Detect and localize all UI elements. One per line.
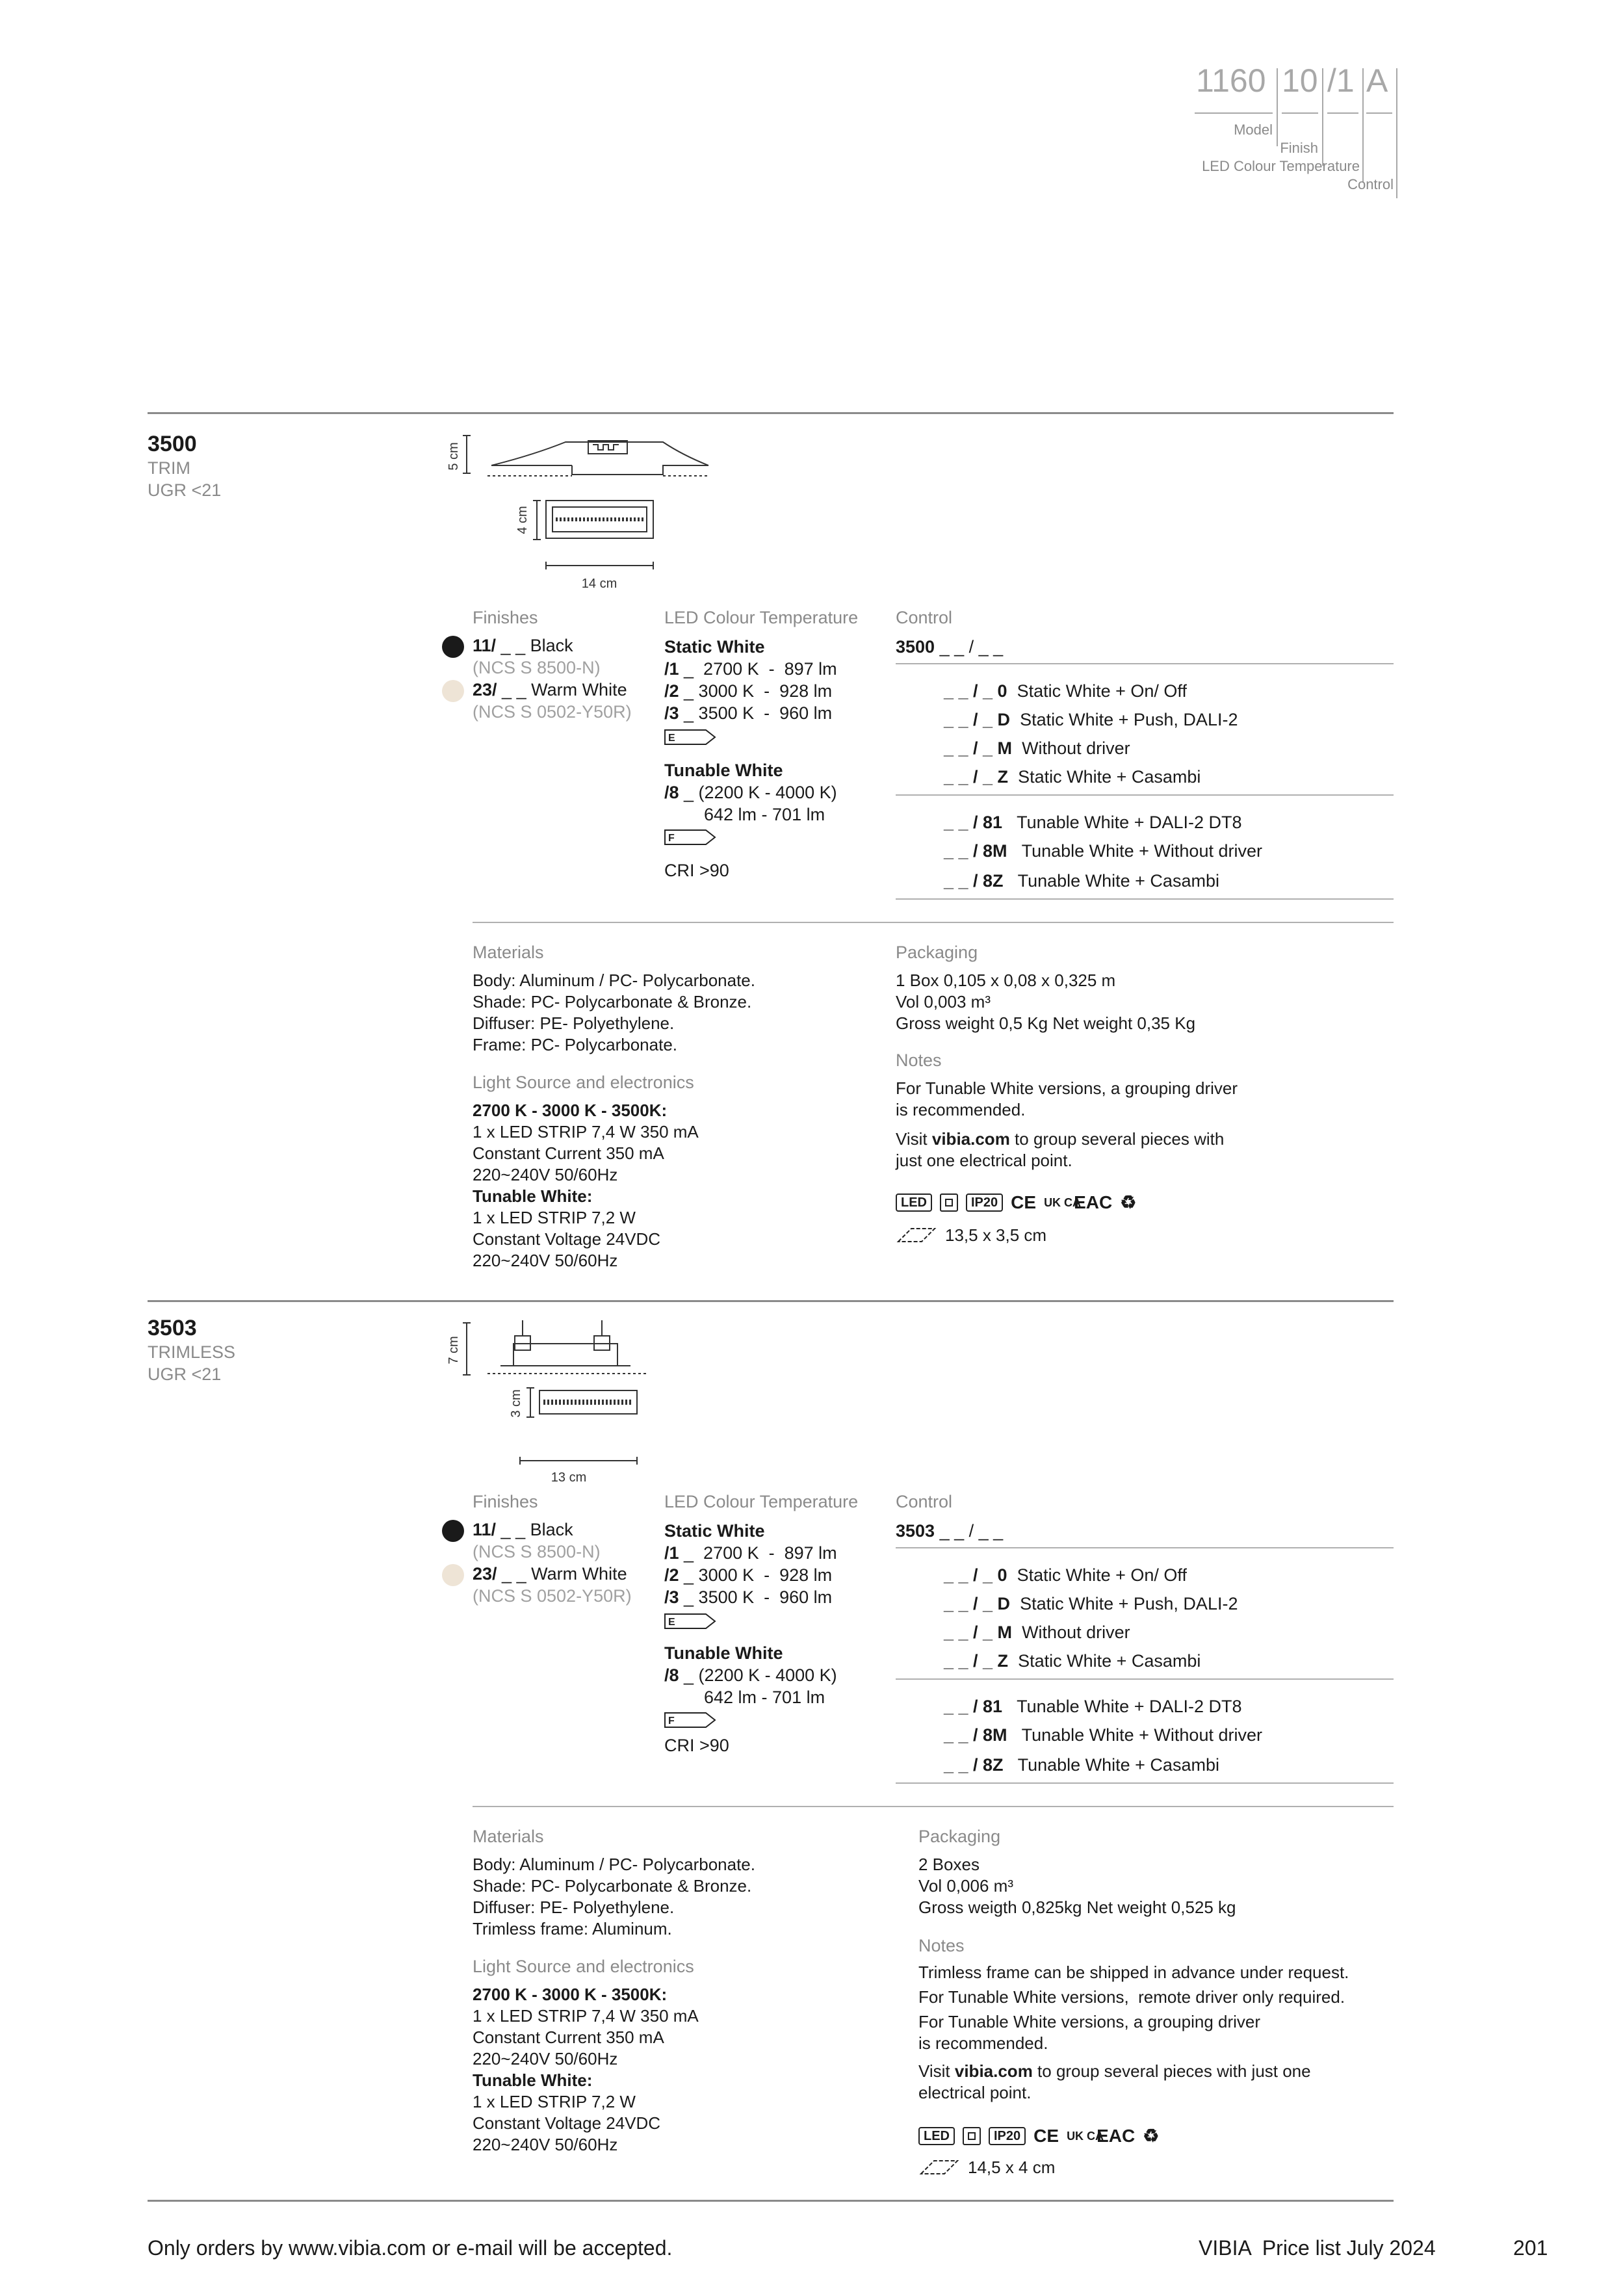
svg-text:F: F [668,1715,675,1727]
finish-black-ncs: (NCS S 8500-N) [473,1542,601,1561]
materials-list: Body: Aluminum / PC- Polycarbonate. Shade: PC- Polycarbonate & Bronze. Diffuser: PE- Polyethylene. Frame: PC- Polycarbonate. [473,971,755,1054]
temp-row-3: /3 _ 3500 K - 960 lm [664,703,833,723]
control-code: 3503 _ _ / _ _ [896,1521,1004,1541]
legend-finish: 10 [1282,62,1318,99]
control-option-81: _ _ / 81 Tunable White + DALI-2 DT8 [944,813,1242,832]
control-option-8z: _ _ / 8Z Tunable White + Casambi [944,871,1219,891]
packaging-list: 2 Boxes Vol 0,006 m³ Gross weigth 0,825kg Net weight 0,525 kg [918,1855,1236,1917]
ce-mark: CE [1011,1192,1037,1212]
product-code: 3500 [148,432,197,456]
svg-text:E: E [668,733,675,744]
finish-warm-white: 23/ _ _ Warm White [473,680,627,699]
energy-label-e [664,729,716,745]
temp-row-1: /1 _ 2700 K - 897 lm [664,659,837,679]
dim-width: 14 cm [581,577,617,591]
energy-label-f [664,829,716,845]
cri: CRI >90 [664,1736,729,1755]
legend-label-finish: Finish [1280,140,1318,156]
tunable-row: /8 _ (2200 K - 4000 K) [664,783,837,802]
tunable-lm: 642 lm - 701 lm [704,1688,825,1707]
control-option-d: _ _ / _ D Static White + Push, DALI-2 [944,1594,1238,1613]
swatch-black [442,636,464,658]
static-white-title: Static White [664,1521,765,1541]
finish-black: 11/ _ _ Black [473,636,573,655]
cutout-icon [918,2158,960,2176]
legend-model: 1160 [1196,62,1266,99]
packaging-list: 1 Box 0,105 x 0,08 x 0,325 m Vol 0,003 m³ Gross weight 0,5 Kg Net weight 0,35 Kg [896,971,1196,1033]
recycle-icon: ♻ [1143,2126,1160,2146]
tunable-white-title: Tunable White [664,1643,783,1663]
legend-temp: /1 [1327,62,1355,99]
page-number: 201 [1513,2236,1548,2260]
eac-mark: EAC [1074,1192,1113,1212]
light-source-heading: Light Source and electronics [473,1957,694,1976]
led-temp-heading: LED Colour Temperature [664,1492,859,1511]
swatch-warm-white [442,680,464,702]
materials-list: Body: Aluminum / PC- Polycarbonate. Shade: PC- Polycarbonate & Bronze. Diffuser: PE- Polyethylene. Trimless frame: Aluminum. [473,1855,755,1938]
model-code-legend [1157,62,1404,198]
note-4: Visit vibia.com to group several pieces with just one electrical point. [918,2061,1311,2102]
tunable-row: /8 _ (2200 K - 4000 K) [664,1665,837,1685]
footer-brand: VIBIA Price list July 2024 [1199,2236,1436,2260]
legend-label-temp: LED Colour Temperature [1202,158,1360,174]
control-heading: Control [896,1492,953,1511]
packaging-heading: Packaging [918,1827,1001,1846]
static-white-title: Static White [664,637,765,657]
ce-mark: CE [1033,2125,1059,2146]
tunable-white-title: Tunable White [664,761,783,780]
temp-row-1: /1 _ 2700 K - 897 lm [664,1543,837,1563]
class2-icon [940,1194,958,1212]
dim-depth: 3 cm [509,1389,523,1418]
cutout-size: 13,5 x 3,5 cm [945,1225,1047,1245]
finish-warm-white-ncs: (NCS S 0502-Y50R) [473,702,632,722]
finish-black: 11/ _ _ Black [473,1520,573,1539]
product-3500-title [148,432,221,501]
legend-label-model: Model [1234,122,1273,138]
recycle-icon: ♻ [1120,1192,1137,1213]
ip-badge: IP20 [989,2127,1026,2145]
tunable-lm: 642 lm - 701 lm [704,805,825,824]
light-source-list: 2700 K - 3000 K - 3500K: 1 x LED STRIP 7,4 W 350 mA Constant Current 350 mA 220~240V 50/60Hz Tunable White: 1 x LED STRIP 7,2 W Constant Voltage 24VDC 220~240V 50/60Hz [473,1985,699,2154]
control-option-8m: _ _ / 8M Tunable White + Without driver [944,1725,1262,1745]
control-option-d: _ _ / _ D Static White + Push, DALI-2 [944,710,1238,729]
product-code: 3503 [148,1316,197,1340]
class2-icon [963,2127,981,2145]
control-code: 3500 _ _ / _ _ [896,637,1004,657]
control-option-m: _ _ / _ M Without driver [944,738,1130,758]
notes-heading: Notes [896,1050,942,1070]
finish-black-ncs: (NCS S 8500-N) [473,658,601,677]
control-option-8m: _ _ / 8M Tunable White + Without driver [944,841,1262,861]
note-3: For Tunable White versions, a grouping driver is recommended. [918,2012,1261,2053]
control-option-z: _ _ / _ Z Static White + Casambi [944,767,1201,787]
control-option-81: _ _ / 81 Tunable White + DALI-2 DT8 [944,1697,1242,1716]
footer-order-note: Only orders by www.vibia.com or e-mail will be accepted. [148,2236,673,2260]
light-source-heading: Light Source and electronics [473,1073,694,1092]
control-heading: Control [896,608,953,627]
control-option-0: _ _ / _ 0 Static White + On/ Off [944,681,1187,701]
finish-warm-white-ncs: (NCS S 0502-Y50R) [473,1586,632,1606]
energy-label-e [664,1613,716,1629]
cert-badges [918,2124,1167,2146]
control-option-m: _ _ / _ M Without driver [944,1623,1130,1642]
product-3503-drawing [448,1316,721,1485]
control-option-z: _ _ / _ Z Static White + Casambi [944,1651,1201,1671]
control-option-8z: _ _ / 8Z Tunable White + Casambi [944,1755,1219,1775]
note-1: For Tunable White versions, a grouping driver is recommended. [896,1078,1238,1119]
temp-row-2: /2 _ 3000 K - 928 lm [664,1565,833,1585]
svg-text:E: E [668,1617,675,1628]
swatch-black [442,1520,464,1542]
cutout-size: 14,5 x 4 cm [968,2158,1056,2177]
control-option-0: _ _ / _ 0 Static White + On/ Off [944,1565,1187,1585]
materials-heading: Materials [473,943,544,962]
product-type: TRIMLESS [148,1342,236,1362]
product-3500-drawing [448,429,721,598]
finishes-heading: Finishes [473,608,538,627]
note-2: For Tunable White versions, remote driver only required. [918,1987,1345,2007]
dim-depth: 4 cm [515,506,530,534]
notes-heading: Notes [918,1936,965,1955]
cert-badges [896,1191,1144,1213]
cutout-icon [896,1226,937,1244]
dim-height: 7 cm [447,1336,461,1364]
temp-row-2: /2 _ 3000 K - 928 lm [664,681,833,701]
temp-row-3: /3 _ 3500 K - 960 lm [664,1587,833,1607]
materials-heading: Materials [473,1827,544,1846]
packaging-heading: Packaging [896,943,978,962]
cri: CRI >90 [664,861,729,880]
ip-badge: IP20 [966,1194,1003,1212]
finish-warm-white: 23/ _ _ Warm White [473,1564,627,1584]
product-ugr: UGR <21 [148,1364,222,1384]
dim-width: 13 cm [551,1470,587,1485]
dim-height: 5 cm [447,442,461,471]
note-1: Trimless frame can be shipped in advance under request. [918,1963,1349,1982]
finishes-heading: Finishes [473,1492,538,1511]
energy-label-f [664,1712,716,1728]
led-badge: LED [896,1194,932,1212]
eac-mark: EAC [1097,2125,1136,2146]
led-temp-heading: LED Colour Temperature [664,608,859,627]
led-badge: LED [918,2127,955,2145]
svg-text:F: F [668,833,675,844]
legend-label-control: Control [1347,176,1394,192]
light-source-list: 2700 K - 3000 K - 3500K: 1 x LED STRIP 7,4 W 350 mA Constant Current 350 mA 220~240V 50/60Hz Tunable White: 1 x LED STRIP 7,2 W Constant Voltage 24VDC 220~240V 50/60Hz [473,1101,699,1270]
swatch-warm-white [442,1564,464,1586]
ukca-mark: UK CA [1067,2129,1104,2143]
note-2: Visit vibia.com to group several pieces with just one electrical point. [896,1129,1225,1170]
legend-control: A [1366,62,1388,99]
product-3503-title [148,1316,235,1385]
product-type: TRIM [148,458,190,478]
product-ugr: UGR <21 [148,480,222,500]
ukca-mark: UK CA [1044,1195,1082,1209]
